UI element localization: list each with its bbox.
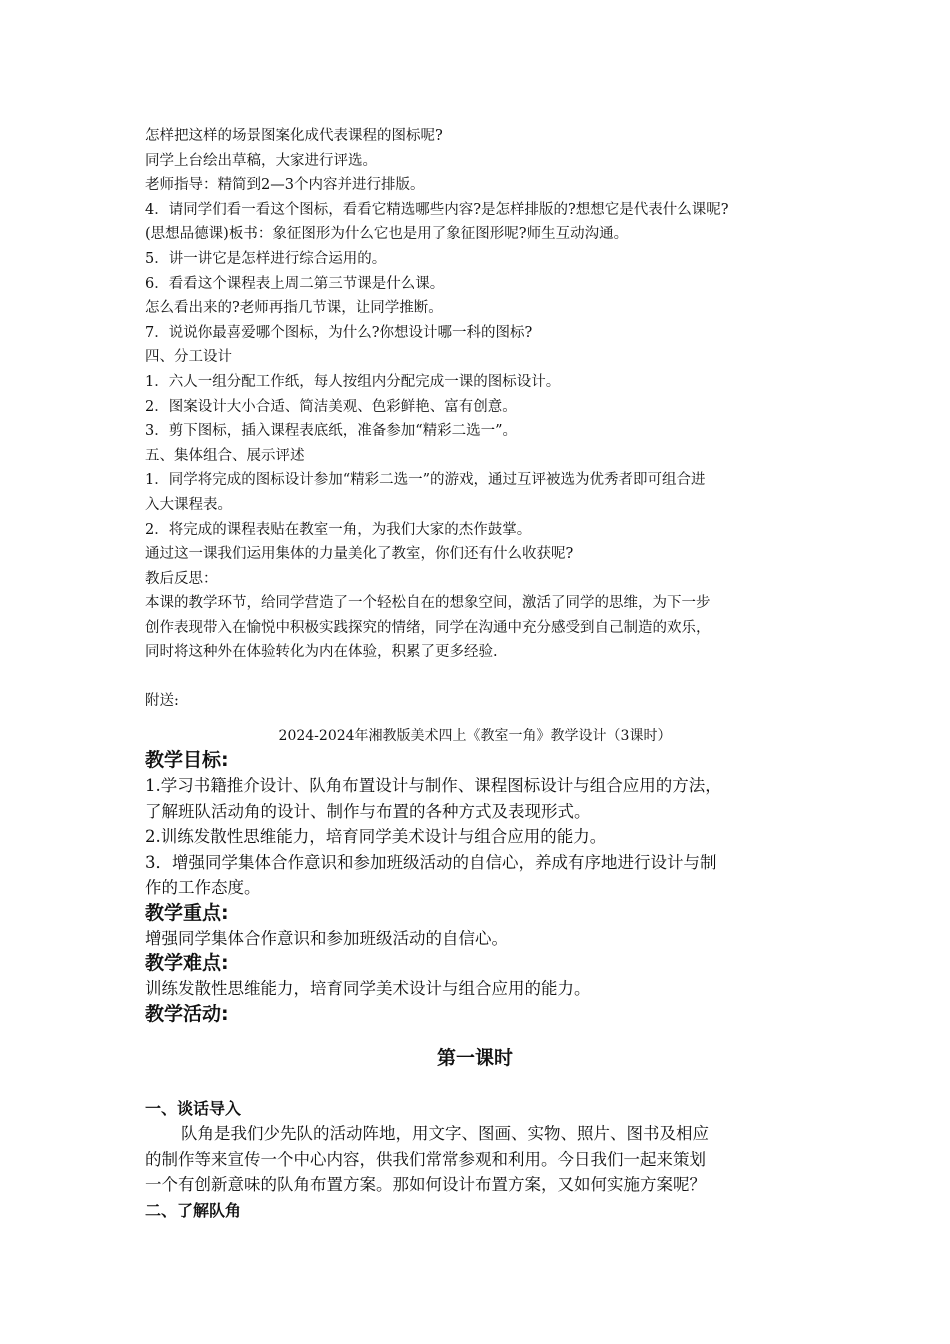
goal-line: 1.学习书籍推介设计、队角布置设计与制作、课程图标设计与组合应用的方法， <box>145 776 722 795</box>
text-line: 3．剪下图标，插入课程表底纸，准备参加“精彩二选一”。 <box>145 423 518 440</box>
lesson-continuation <box>145 124 835 714</box>
lesson-title: 第一课时 <box>436 1047 513 1069</box>
lesson-one <box>145 1096 835 1223</box>
text-line: 2．将完成的课程表贴在教室一角，为我们大家的杰作鼓掌。 <box>145 521 532 538</box>
section-heading: 四、分工设计 <box>145 349 232 366</box>
key-points-heading: 教学重点: <box>145 901 229 924</box>
section-heading: 二、了解队角 <box>145 1200 242 1220</box>
text-line: 4．请同学们看一看这个图标，看看它精选哪些内容?是怎样排版的?想想它是代表什么课呢? <box>145 201 729 218</box>
paragraph-line: 队角是我们少先队的活动阵地，用文字、图画、实物、照片、图书及相应 <box>181 1124 709 1143</box>
section-heading: 一、谈话导入 <box>145 1099 242 1118</box>
reflection-label: 教后反思： <box>145 570 218 587</box>
paragraph-line: 一个有创新意味的队角布置方案。那如何设计布置方案，又如何实施方案呢？ <box>145 1175 706 1194</box>
text-line: 2．图案设计大小合适、简洁美观、色彩鲜艳、富有创意。 <box>145 398 517 415</box>
text-line: 1．六人一组分配工作纸，每人按组内分配完成一课的图标设计。 <box>145 373 561 390</box>
goal-line: 作的工作态度。 <box>145 878 261 897</box>
text-line: 通过这一课我们运用集体的力量美化了教室，你们还有什么收获呢? <box>145 546 574 563</box>
text-line: 怎么看出来的?老师再指几节课，让同学推断。 <box>145 300 443 317</box>
difficulty-heading: 教学难点: <box>145 952 229 974</box>
goals-heading: 教学目标: <box>145 749 229 771</box>
text-line: 创作表现带入在愉悦中积极实践探究的情绪，同学在沟通中充分感受到自己制造的欢乐， <box>145 619 711 636</box>
appendix-title: 2024-2024年湘教版美术四上《教室一角》教学设计（3课时） <box>278 728 672 744</box>
text-line: 5．讲一讲它是怎样进行综合运用的。 <box>145 250 387 267</box>
goal-line: 3．增强同学集体合作意识和参加班级活动的自信心，养成有序地进行设计与制 <box>145 852 717 872</box>
text-line: 同学上台绘出草稿，大家进行评选。 <box>145 152 377 169</box>
section-heading: 五、集体组合、展示评述 <box>145 447 305 464</box>
goal-line: 了解班队活动角的设计、制作与布置的各种方式及表现形式。 <box>145 801 591 821</box>
text-line: 同时将这种外在体验转化为内在体验，积累了更多经验. <box>145 644 498 661</box>
teaching-plan <box>145 748 835 1027</box>
text-line: (思想品德课)板书：象征图形为什么它也是用了象征图形呢?师生互动沟通。 <box>145 226 629 243</box>
key-points-text: 增强同学集体合作意识和参加班级活动的自信心。 <box>145 928 508 948</box>
difficulty-text: 训练发散性思维能力，培育同学美术设计与组合应用的能力。 <box>145 979 591 998</box>
text-line: 6．看看这个课程表上周二第三节课是什么课。 <box>145 275 445 292</box>
text-line: 7．说说你最喜爱哪个图标，为什么?你想设计哪一科的图标? <box>145 324 533 341</box>
text-line: 1．同学将完成的图标设计参加“精彩二选一”的游戏，通过互评被选为优秀者即可组合进 <box>145 472 706 489</box>
paragraph-line: 的制作等来宣传一个中心内容，供我们常常参观和利用。今日我们一起来策划 <box>145 1149 706 1169</box>
appendix-label: 附送: <box>145 693 179 710</box>
text-line: 本课的教学环节，给同学营造了一个轻松自在的想象空间，激活了同学的思维，为下一步 <box>145 595 711 612</box>
text-line: 入大课程表。 <box>145 496 232 513</box>
text-line: 老师指导：精简到2—3个内容并进行排版。 <box>145 177 425 194</box>
goal-line: 2.训练发散性思维能力，培育同学美术设计与组合应用的能力。 <box>145 827 607 846</box>
text-line: 怎样把这样的场景图案化成代表课程的图标呢? <box>145 128 443 144</box>
activities-heading: 教学活动: <box>145 1002 229 1025</box>
